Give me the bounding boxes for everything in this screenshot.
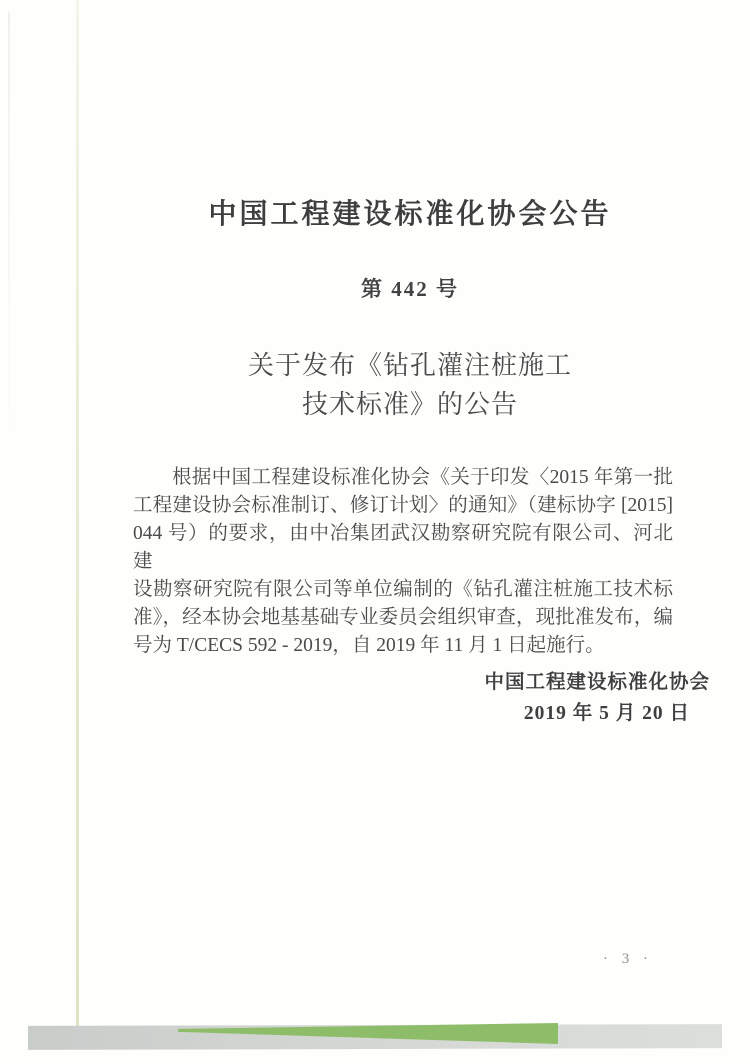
announcement-title-line2: 技术标准》的公告 (301, 390, 518, 419)
page-content (80, 0, 740, 1064)
announcement-number: 第 442 号 (361, 277, 459, 301)
issue-date: 2019 年 5 月 20 日 (523, 703, 690, 724)
scan-edge-line (8, 12, 10, 452)
body-line: 准》，经本协会地基基础专业委员会组织审查，现批准发布，编 (133, 607, 673, 628)
page-number: · 3 · (603, 951, 653, 967)
issuer-signature: 中国工程建设标准化协会 (484, 671, 710, 693)
body-line: 根据中国工程建设标准化协会《关于印发〈2015 年第一批 (172, 467, 673, 488)
body-line: 044 号）的要求，由中冶集团武汉勘察研究院有限公司、河北建 (133, 523, 673, 572)
body-line: 工程建设协会标准制订、修订计划〉的通知》（建标协字 [2015] (133, 495, 673, 516)
announcement-body (133, 464, 673, 660)
body-line: 设勘察研究院有限公司等单位编制的《钻孔灌注桩施工技术标 (133, 579, 673, 600)
announcement-title (80, 346, 740, 424)
body-line: 号为 T/CECS 592 - 2019，自 2019 年 11 月 1 日起施行。 (133, 635, 605, 656)
announcement-title-line1: 关于发布《钻孔灌注桩施工 (247, 351, 572, 380)
association-title: 中国工程建设标准化协会公告 (208, 198, 612, 229)
binding-line (76, 0, 79, 1026)
